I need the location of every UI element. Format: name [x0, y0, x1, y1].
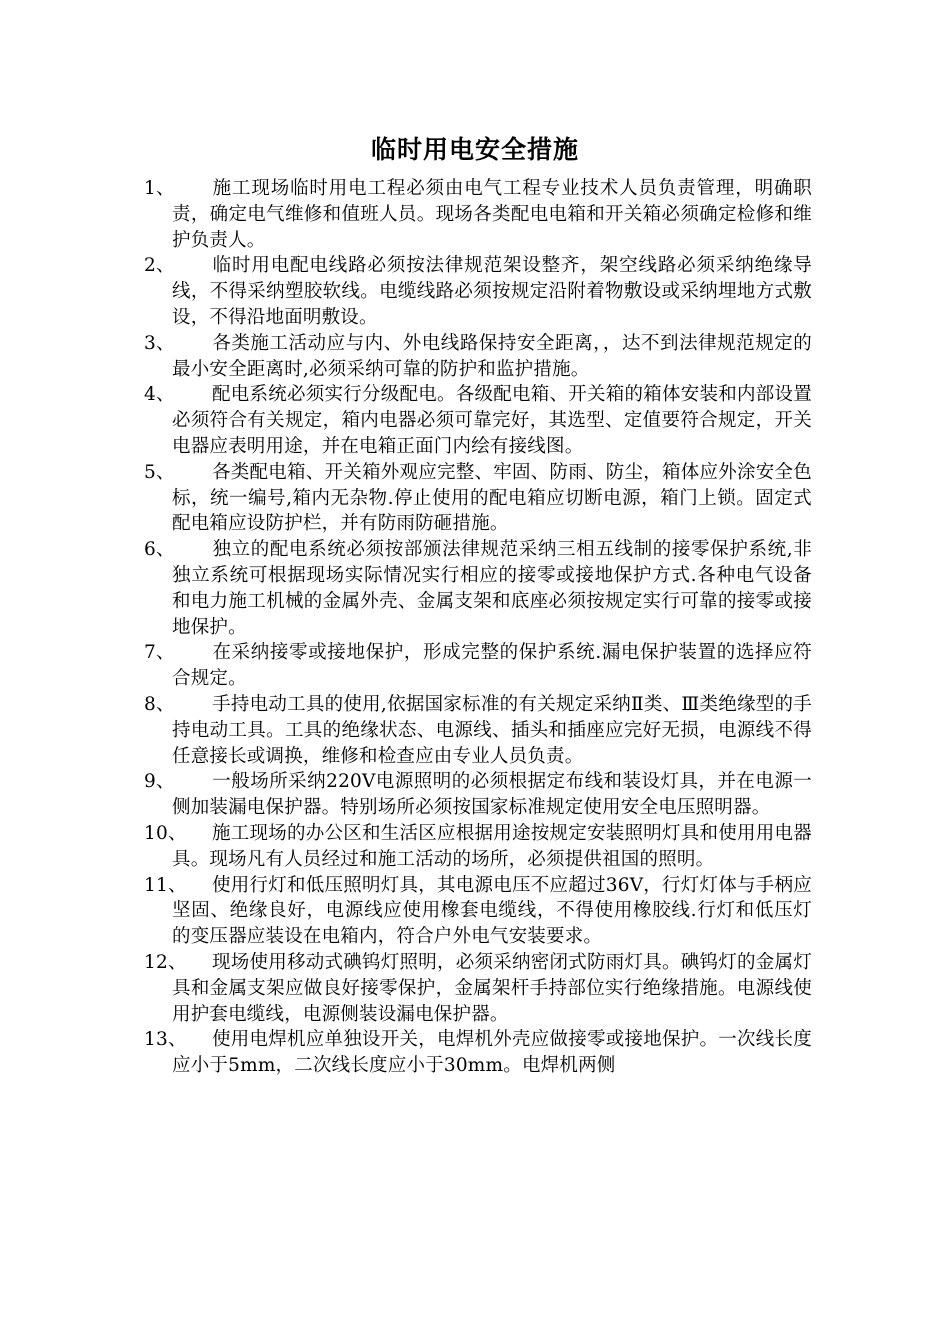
item-text: 施工现场的办公区和生活区应根据用途按规定安装照明灯具和使用用电器具。现场凡有人员经过和施工活动的场所，必须提供祖国的照明。 — [172, 822, 812, 870]
list-item — [144, 640, 812, 692]
item-text: 施工现场临时用电工程必须由电气工程专业技术人员负责管理，明确职责，确定电气维修和值班人员。现场各类配电电箱和开关箱必须确定检修和维护负责人。 — [172, 178, 812, 251]
list-item — [144, 821, 812, 873]
list-item — [144, 769, 812, 821]
list-item — [144, 176, 812, 253]
item-number: 11、 — [144, 874, 187, 896]
item-number: 4、 — [144, 384, 175, 406]
item-text: 现场使用移动式碘钨灯照明，必须采纳密闭式防雨灯具。碘钨灯的金属灯具和金属支架应做良好接零保护，金属架杆手持部位实行绝缘措施。电源线使用护套电缆线，电源侧装设漏电保护器。 — [172, 951, 812, 1025]
item-text: 独立的配电系统必须按部颁法律规范采纳三相五线制的接零保护系统,非独立系统可根据现场实际情况实行相应的接零或接地保护方式.各种电气设备和电力施工机械的金属外壳、金属支架和底座必须按规定实行可靠的接零或接地保护。 — [172, 539, 812, 638]
item-text: 使用行灯和低压照明灯具，其电源电压不应超过36V，行灯灯体与手柄应坚固、绝缘良好，电源线应使用橡套电缆线，不得使用橡胶线.行灯和低压灯的变压器应装设在电箱内，符合户外电气安装要求。 — [172, 874, 812, 948]
item-number: 12、 — [144, 951, 187, 973]
item-number: 8、 — [144, 693, 175, 715]
list-item — [144, 950, 812, 1027]
list-item — [144, 537, 812, 640]
list-item — [144, 873, 812, 950]
list-item — [144, 1027, 812, 1079]
list-item — [144, 460, 812, 537]
item-number: 5、 — [144, 461, 175, 483]
item-number: 1、 — [144, 178, 175, 199]
item-text: 一般场所采纳220V电源照明的必须根据定布线和装设灯具，并在电源一侧加装漏电保护器。特别场所必须按国家标准规定使用安全电压照明器。 — [172, 771, 812, 819]
item-number: 13、 — [144, 1029, 187, 1051]
item-text: 在采纳接零或接地保护，形成完整的保护系统.漏电保护装置的选择应符合规定。 — [172, 642, 812, 690]
item-text: 手持电动工具的使用,依据国家标准的有关规定采纳Ⅱ类、Ⅲ类绝缘型的手持电动工具。工具的绝缘状态、电源线、插头和插座应完好无损，电源线不得任意接长或调换，维修和检查应由专业人员负责。 — [172, 693, 812, 767]
item-text: 各类施工活动应与内、外电线路保持安全距离，，达不到法律规范规定的最小安全距离时,必须采纳可靠的防护和监护措施。 — [172, 332, 812, 380]
list-item — [144, 382, 812, 459]
item-number: 7、 — [144, 642, 175, 664]
safety-measures-list — [144, 176, 812, 1079]
item-number: 3、 — [144, 332, 175, 354]
item-number: 2、 — [144, 255, 175, 277]
list-item — [144, 331, 812, 383]
item-text: 临时用电配电线路必须按法律规范架设整齐，架空线路必须采纳绝缘导线，不得采纳塑胶软线。电缆线路必须按规定沿附着物敷设或采纳埋地方式敷设，不得沿地面明敷设。 — [172, 255, 812, 328]
list-item — [144, 692, 812, 769]
item-number: 9、 — [144, 771, 175, 793]
item-number: 10、 — [144, 822, 187, 844]
document-title: 临时用电安全措施 — [370, 135, 579, 164]
item-text: 各类配电箱、开关箱外观应完整、牢固、防雨、防尘，箱体应外涂安全色标，统一编号,箱内无杂物.停止使用的配电箱应切断电源，箱门上锁。固定式配电箱应设防护栏，并有防雨防砸措施。 — [172, 461, 812, 535]
item-text: 使用电焊机应单独设开关，电焊机外壳应做接零或接地保护。一次线长度应小于5mm，二次线长度应小于30mm。电焊机两侧 — [172, 1029, 812, 1077]
list-item — [144, 253, 812, 330]
item-number: 6、 — [144, 539, 175, 561]
item-text: 配电系统必须实行分级配电。各级配电箱、开关箱的箱体安装和内部设置必须符合有关规定，箱内电器必须可靠完好，其选型、定值要符合规定，开关电器应表明用途，并在电箱正面门内绘有接线图。 — [172, 384, 812, 457]
